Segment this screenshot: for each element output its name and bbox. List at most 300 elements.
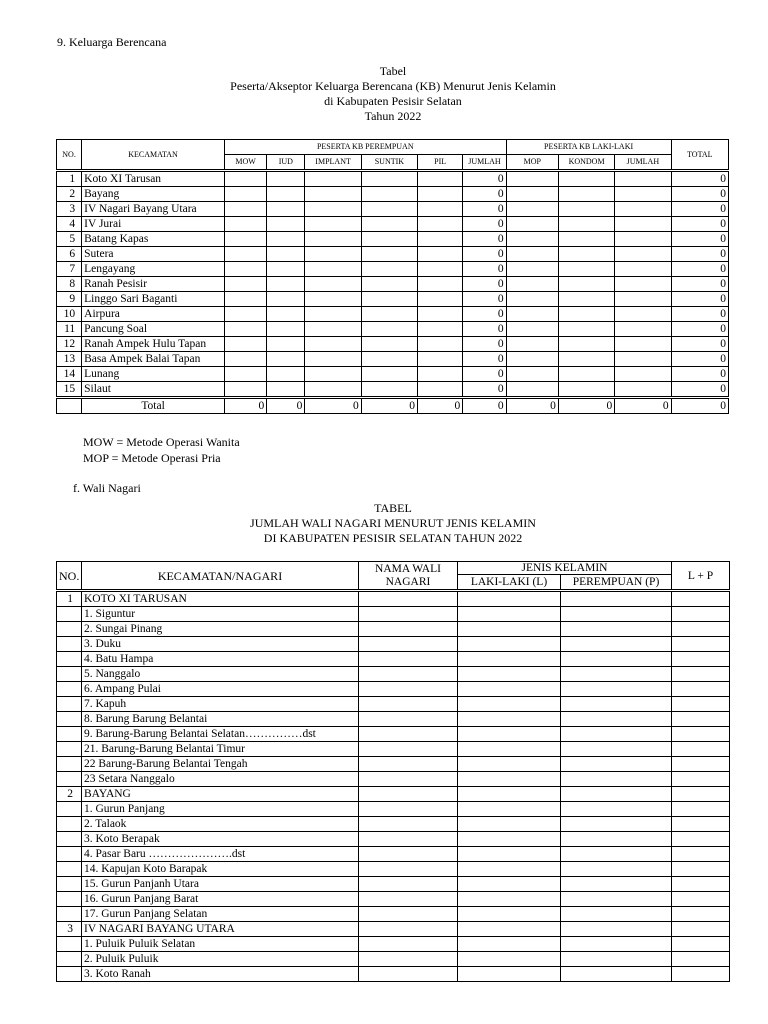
note-mow: MOW = Metode Operasi Wanita	[83, 435, 240, 449]
empty-cell	[506, 202, 558, 217]
empty-cell	[458, 652, 561, 667]
nagari-name: 5. Nanggalo	[82, 667, 359, 682]
empty-cell	[305, 367, 361, 382]
kecamatan-name: Basa Ampek Balai Tapan	[82, 352, 225, 367]
empty-cell	[418, 307, 463, 322]
empty-cell	[561, 817, 672, 832]
total-cell: 0	[671, 382, 728, 398]
empty-cell	[615, 352, 671, 367]
empty-cell	[267, 292, 305, 307]
row-number	[57, 877, 82, 892]
table-row	[57, 847, 730, 862]
jumlah-perempuan-cell: 0	[463, 352, 506, 367]
empty-cell	[672, 637, 730, 652]
col-total-header: TOTAL	[671, 140, 728, 171]
empty-cell	[615, 217, 671, 232]
empty-cell	[672, 862, 730, 877]
total-value-cell: 0	[361, 398, 417, 414]
empty-cell	[506, 292, 558, 307]
row-number	[57, 772, 82, 787]
empty-cell	[418, 322, 463, 337]
row-number: 4	[57, 217, 82, 232]
empty-cell	[458, 817, 561, 832]
empty-cell	[224, 217, 266, 232]
total-cell: 0	[671, 247, 728, 262]
nagari-name: BAYANG	[82, 787, 359, 802]
empty-cell	[267, 277, 305, 292]
empty-cell	[305, 322, 361, 337]
jumlah-perempuan-cell: 0	[463, 202, 506, 217]
empty-cell	[224, 382, 266, 398]
total-cell: 0	[671, 277, 728, 292]
empty-cell	[561, 787, 672, 802]
empty-cell	[267, 202, 305, 217]
empty-cell	[359, 787, 458, 802]
empty-cell	[418, 171, 463, 187]
empty-cell	[359, 637, 458, 652]
jumlah-perempuan-cell: 0	[463, 307, 506, 322]
empty-cell	[458, 892, 561, 907]
empty-cell	[615, 187, 671, 202]
empty-cell	[267, 232, 305, 247]
empty-cell	[672, 697, 730, 712]
empty-cell	[672, 937, 730, 952]
empty-cell	[615, 171, 671, 187]
empty-cell	[672, 847, 730, 862]
empty-cell	[458, 742, 561, 757]
empty-cell	[672, 607, 730, 622]
col-kondom-header: KONDOM	[558, 155, 614, 171]
empty-cell	[672, 712, 730, 727]
empty-cell	[506, 232, 558, 247]
empty-cell	[359, 817, 458, 832]
kb-participants-table	[56, 139, 729, 414]
row-number: 10	[57, 307, 82, 322]
table-row	[57, 622, 730, 637]
table-row	[57, 202, 729, 217]
total-value-cell: 0	[463, 398, 506, 414]
row-number: 9	[57, 292, 82, 307]
empty-cell	[458, 907, 561, 922]
empty-cell	[506, 247, 558, 262]
empty-cell	[458, 637, 561, 652]
table-row	[57, 952, 730, 967]
nagari-name: 2. Puluik Puluik	[82, 952, 359, 967]
nagari-name: 17. Gurun Panjang Selatan	[82, 907, 359, 922]
total-cell: 0	[671, 217, 728, 232]
empty-cell	[361, 382, 417, 398]
empty-cell	[267, 262, 305, 277]
empty-cell	[458, 682, 561, 697]
empty-cell	[359, 832, 458, 847]
row-number: 14	[57, 367, 82, 382]
row-number	[57, 967, 82, 982]
table-row	[57, 877, 730, 892]
nagari-name: 21. Barung-Barung Belantai Timur	[82, 742, 359, 757]
row-number	[57, 682, 82, 697]
empty-cell	[359, 652, 458, 667]
row-number	[57, 727, 82, 742]
empty-cell	[561, 591, 672, 607]
empty-cell	[558, 171, 614, 187]
nagari-name: 4. Pasar Baru ………………….dst	[82, 847, 359, 862]
total-cell: 0	[671, 337, 728, 352]
empty-cell	[561, 637, 672, 652]
jumlah-perempuan-cell: 0	[463, 382, 506, 398]
table-row	[57, 262, 729, 277]
empty-cell	[361, 171, 417, 187]
table-row	[57, 307, 729, 322]
empty-cell	[561, 967, 672, 982]
table-row	[57, 277, 729, 292]
kecamatan-name: Sutera	[82, 247, 225, 262]
empty-cell	[561, 742, 672, 757]
empty-cell	[672, 892, 730, 907]
empty-cell	[224, 337, 266, 352]
empty-cell	[361, 217, 417, 232]
empty-cell	[361, 247, 417, 262]
col-laki-header: LAKI-LAKI (L)	[458, 575, 561, 591]
empty-cell	[558, 247, 614, 262]
empty-cell	[458, 877, 561, 892]
empty-cell	[418, 232, 463, 247]
table-row	[57, 171, 729, 187]
empty-cell	[458, 847, 561, 862]
col-implant-header: IMPLANT	[305, 155, 361, 171]
table-row	[57, 247, 729, 262]
table-row	[57, 667, 730, 682]
empty-cell	[359, 877, 458, 892]
empty-cell	[506, 187, 558, 202]
jumlah-perempuan-cell: 0	[463, 232, 506, 247]
empty-cell	[672, 591, 730, 607]
empty-cell	[615, 307, 671, 322]
empty-cell	[672, 802, 730, 817]
nagari-name: 1. Gurun Panjang	[82, 802, 359, 817]
empty-cell	[359, 892, 458, 907]
empty-cell	[561, 952, 672, 967]
kecamatan-name: Koto XI Tarusan	[82, 171, 225, 187]
empty-cell	[458, 922, 561, 937]
table1-title-line: di Kabupaten Pesisir Selatan	[324, 94, 462, 108]
empty-cell	[561, 607, 672, 622]
empty-cell	[305, 277, 361, 292]
empty-cell	[305, 352, 361, 367]
empty-cell	[224, 171, 266, 187]
empty-cell	[672, 832, 730, 847]
row-number: 1	[57, 591, 82, 607]
empty-cell	[305, 307, 361, 322]
empty-cell	[561, 832, 672, 847]
empty-cell	[418, 367, 463, 382]
empty-cell	[558, 352, 614, 367]
group-laki-header: PESERTA KB LAKI-LAKI	[506, 140, 671, 155]
empty-cell	[267, 307, 305, 322]
table-row	[57, 772, 730, 787]
table2-title-line: TABEL	[374, 501, 412, 515]
jumlah-perempuan-cell: 0	[463, 217, 506, 232]
empty-cell	[458, 832, 561, 847]
empty-cell	[458, 697, 561, 712]
empty-cell	[458, 967, 561, 982]
empty-cell	[672, 922, 730, 937]
nagari-name: IV NAGARI BAYANG UTARA	[82, 922, 359, 937]
empty-cell	[305, 247, 361, 262]
empty-cell	[458, 667, 561, 682]
total-cell: 0	[671, 292, 728, 307]
table-row	[57, 322, 729, 337]
empty-cell	[561, 682, 672, 697]
empty-cell	[305, 202, 361, 217]
row-number	[57, 892, 82, 907]
nagari-name: 3. Duku	[82, 637, 359, 652]
empty-cell	[672, 622, 730, 637]
empty-cell	[615, 322, 671, 337]
nagari-name: 3. Koto Berapak	[82, 832, 359, 847]
row-number	[57, 847, 82, 862]
empty-cell	[359, 591, 458, 607]
total-cell: 0	[671, 171, 728, 187]
empty-cell	[305, 217, 361, 232]
total-value-cell: 0	[267, 398, 305, 414]
empty-cell	[361, 277, 417, 292]
empty-cell	[267, 217, 305, 232]
empty-cell	[458, 937, 561, 952]
empty-cell	[418, 292, 463, 307]
total-cell: 0	[671, 232, 728, 247]
total-label: Total	[82, 398, 225, 414]
section-9-heading: 9. Keluarga Berencana	[57, 35, 167, 49]
empty-cell	[224, 307, 266, 322]
empty-cell	[267, 352, 305, 367]
table-row	[57, 937, 730, 952]
empty-cell	[418, 202, 463, 217]
empty-cell	[558, 337, 614, 352]
empty-cell	[506, 337, 558, 352]
col-jumlah-l-header: JUMLAH	[615, 155, 671, 171]
total-value-cell: 0	[224, 398, 266, 414]
empty-cell	[458, 622, 561, 637]
table-row	[57, 742, 730, 757]
empty-cell	[359, 847, 458, 862]
empty-cell	[561, 757, 672, 772]
empty-cell	[506, 352, 558, 367]
jumlah-perempuan-cell: 0	[463, 367, 506, 382]
row-number	[57, 712, 82, 727]
empty-cell	[361, 337, 417, 352]
empty-cell	[615, 277, 671, 292]
row-number	[57, 862, 82, 877]
empty-cell	[672, 652, 730, 667]
col-no-header: NO.	[57, 562, 82, 591]
empty-cell	[267, 367, 305, 382]
empty-cell	[506, 382, 558, 398]
empty-cell	[615, 247, 671, 262]
row-number	[57, 622, 82, 637]
empty-cell	[561, 892, 672, 907]
row-number	[57, 817, 82, 832]
empty-cell	[672, 907, 730, 922]
row-number	[57, 832, 82, 847]
jumlah-perempuan-cell: 0	[463, 262, 506, 277]
col-perempuan-header: PEREMPUAN (P)	[561, 575, 672, 591]
empty-cell	[359, 697, 458, 712]
kecamatan-name: Batang Kapas	[82, 232, 225, 247]
empty-cell	[561, 847, 672, 862]
nagari-name: 1. Siguntur	[82, 607, 359, 622]
empty-cell	[561, 697, 672, 712]
empty-cell	[224, 367, 266, 382]
empty-cell	[267, 322, 305, 337]
empty-cell	[458, 862, 561, 877]
total-cell: 0	[671, 307, 728, 322]
empty-cell	[305, 337, 361, 352]
total-value-cell: 0	[671, 398, 728, 414]
kecamatan-name: Ranah Pesisir	[82, 277, 225, 292]
empty-cell	[224, 292, 266, 307]
row-number	[57, 907, 82, 922]
kecamatan-name: Ranah Ampek Hulu Tapan	[82, 337, 225, 352]
empty-cell	[361, 322, 417, 337]
nagari-name: KOTO XI TARUSAN	[82, 591, 359, 607]
table2-title-line: JUMLAH WALI NAGARI MENURUT JENIS KELAMIN	[250, 516, 536, 530]
empty-cell	[558, 307, 614, 322]
table-row	[57, 892, 730, 907]
row-number: 6	[57, 247, 82, 262]
empty-cell	[458, 727, 561, 742]
nagari-name: 16. Gurun Panjang Barat	[82, 892, 359, 907]
empty-cell	[361, 352, 417, 367]
row-number	[57, 757, 82, 772]
table-row	[57, 967, 730, 982]
empty-cell	[359, 682, 458, 697]
empty-cell	[267, 382, 305, 398]
empty-cell	[672, 682, 730, 697]
empty-cell	[224, 262, 266, 277]
empty-cell	[458, 952, 561, 967]
row-number: 8	[57, 277, 82, 292]
jumlah-perempuan-cell: 0	[463, 337, 506, 352]
empty-cell	[361, 292, 417, 307]
empty-cell	[615, 202, 671, 217]
nagari-name: 8. Barung Barung Belantai	[82, 712, 359, 727]
nagari-name: 2. Sungai Pinang	[82, 622, 359, 637]
empty-cell	[359, 922, 458, 937]
empty-cell	[224, 352, 266, 367]
total-value-cell: 0	[418, 398, 463, 414]
row-number: 5	[57, 232, 82, 247]
empty-cell	[458, 757, 561, 772]
jumlah-perempuan-cell: 0	[463, 322, 506, 337]
table1-title	[0, 64, 768, 124]
empty-cell	[305, 232, 361, 247]
row-number: 2	[57, 187, 82, 202]
col-no-header: NO.	[57, 140, 82, 171]
empty-cell	[672, 817, 730, 832]
table-row	[57, 382, 729, 398]
empty-cell	[224, 322, 266, 337]
table-row	[57, 187, 729, 202]
table-row	[57, 652, 730, 667]
kecamatan-name: Airpura	[82, 307, 225, 322]
empty-cell	[361, 262, 417, 277]
empty-cell	[361, 367, 417, 382]
kecamatan-name: Silaut	[82, 382, 225, 398]
jumlah-perempuan-cell: 0	[463, 247, 506, 262]
empty-cell	[561, 937, 672, 952]
nagari-name: 3. Koto Ranah	[82, 967, 359, 982]
table-row	[57, 787, 730, 802]
row-number	[57, 607, 82, 622]
empty-cell	[506, 277, 558, 292]
empty-cell	[561, 907, 672, 922]
nagari-name: 6. Ampang Pulai	[82, 682, 359, 697]
table-row	[57, 232, 729, 247]
empty-cell	[418, 217, 463, 232]
empty-cell	[359, 742, 458, 757]
empty-cell	[561, 727, 672, 742]
total-value-cell: 0	[506, 398, 558, 414]
row-number	[57, 742, 82, 757]
nagari-name: 22 Barung-Barung Belantai Tengah	[82, 757, 359, 772]
empty-cell	[558, 367, 614, 382]
nagari-name: 23 Setara Nanggalo	[82, 772, 359, 787]
total-cell: 0	[671, 352, 728, 367]
total-value-cell: 0	[558, 398, 614, 414]
empty-cell	[418, 337, 463, 352]
jumlah-perempuan-cell: 0	[463, 292, 506, 307]
kecamatan-name: Lunang	[82, 367, 225, 382]
note-mop: MOP = Metode Operasi Pria	[83, 451, 221, 465]
empty-cell	[359, 967, 458, 982]
empty-cell	[458, 712, 561, 727]
total-cell: 0	[671, 262, 728, 277]
table-row	[57, 637, 730, 652]
table-row	[57, 817, 730, 832]
empty-cell	[561, 862, 672, 877]
empty-cell	[361, 232, 417, 247]
empty-cell	[506, 171, 558, 187]
table1-title-line: Peserta/Akseptor Keluarga Berencana (KB) Menurut Jenis Kelamin	[230, 79, 556, 93]
row-number	[57, 667, 82, 682]
table-row	[57, 367, 729, 382]
table2-title-line: DI KABUPATEN PESISIR SELATAN TAHUN 2022	[263, 531, 523, 545]
empty-cell	[558, 232, 614, 247]
group-jenis-kelamin-header: JENIS KELAMIN	[458, 562, 672, 575]
empty-cell	[267, 171, 305, 187]
table-row	[57, 682, 730, 697]
empty-cell	[305, 171, 361, 187]
table-row	[57, 352, 729, 367]
table2-title	[0, 501, 768, 546]
empty-cell	[359, 802, 458, 817]
empty-cell	[615, 382, 671, 398]
empty-cell	[305, 187, 361, 202]
table-row	[57, 292, 729, 307]
row-number	[57, 802, 82, 817]
total-row	[57, 398, 729, 414]
empty-cell	[224, 277, 266, 292]
row-number: 3	[57, 202, 82, 217]
empty-cell	[418, 352, 463, 367]
empty-cell	[558, 322, 614, 337]
empty-cell	[458, 772, 561, 787]
empty-cell	[359, 952, 458, 967]
empty-cell	[361, 202, 417, 217]
empty-cell	[615, 232, 671, 247]
empty-cell	[558, 382, 614, 398]
table-row	[57, 697, 730, 712]
